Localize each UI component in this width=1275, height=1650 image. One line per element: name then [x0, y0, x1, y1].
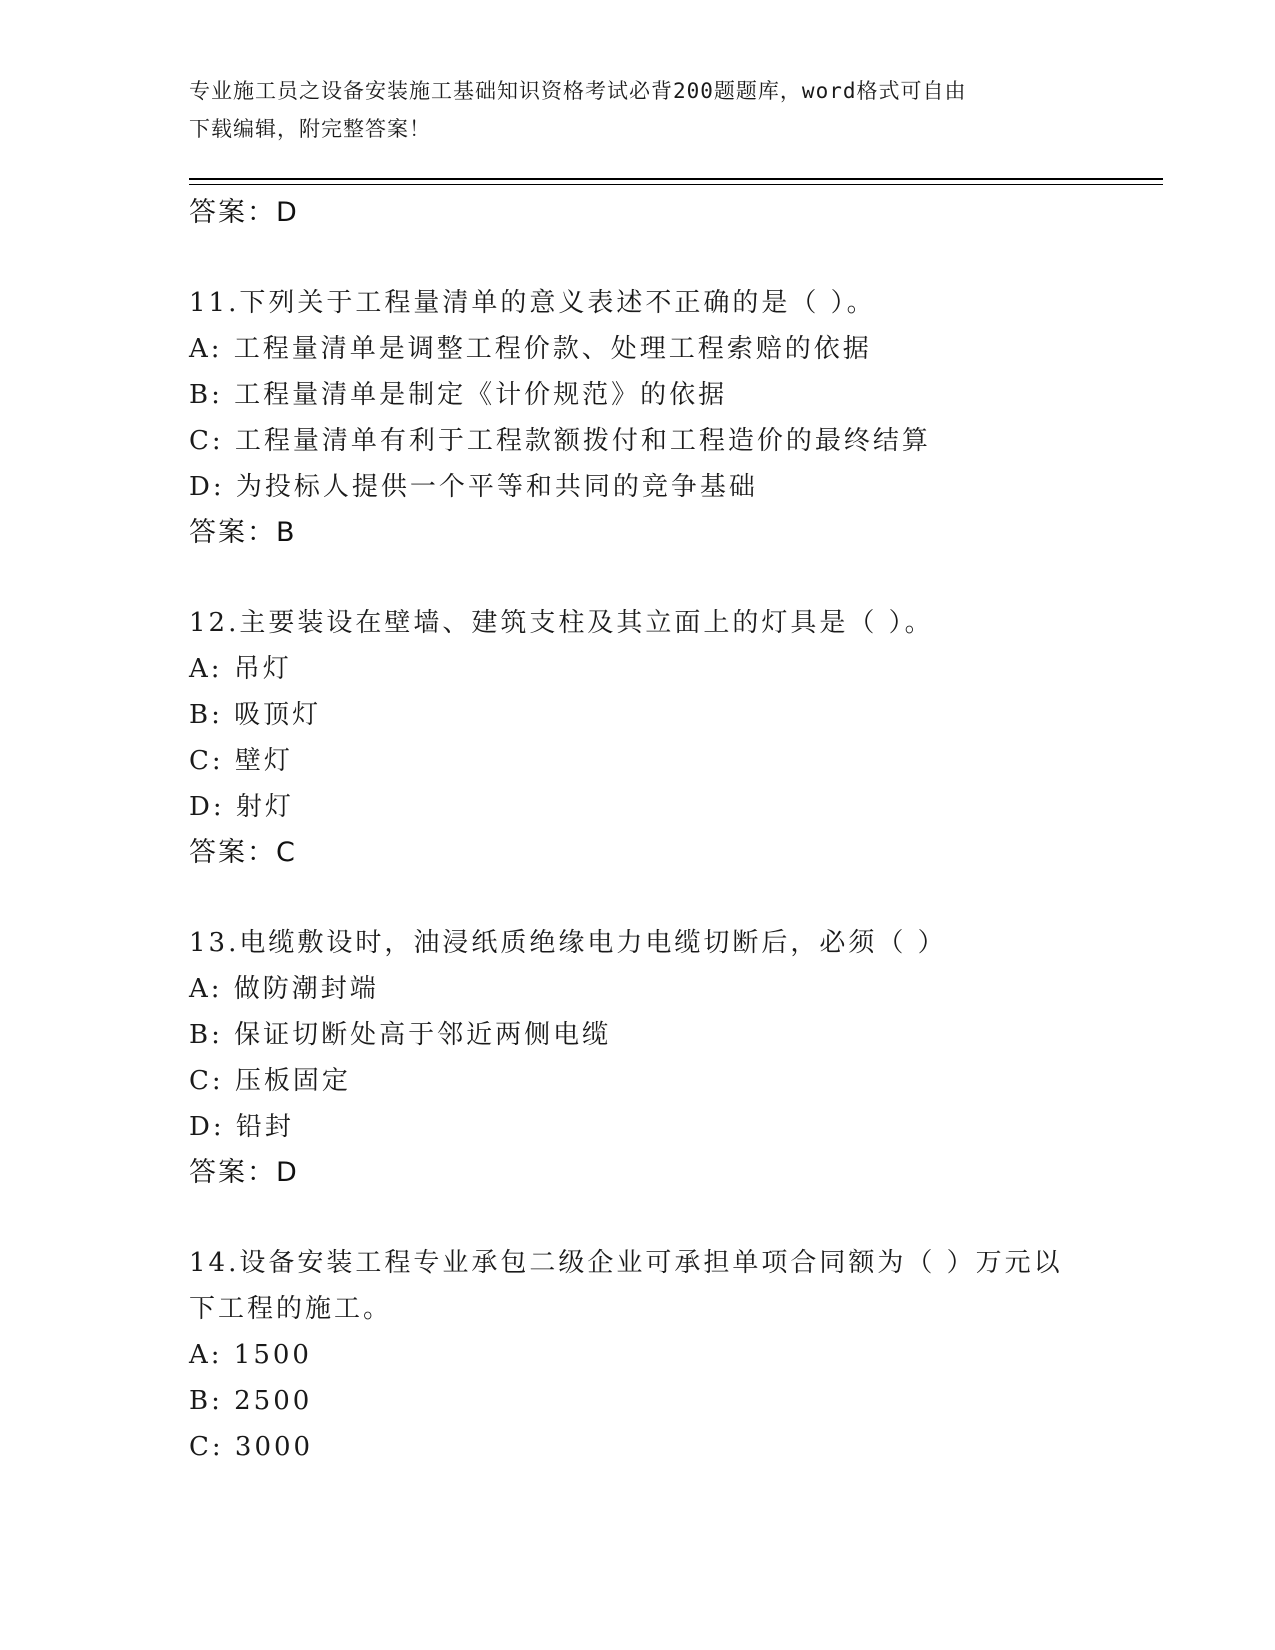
question-block — [189, 920, 1163, 1196]
option-a: A: 吊灯 — [189, 654, 292, 684]
option-c: C: 工程量清单有利于工程款额拨付和工程造价的最终结算 — [189, 426, 931, 456]
question-stem: 14.设备安装工程专业承包二级企业可承担单项合同额为（ ）万元以 — [189, 1248, 1063, 1278]
option-c: C: 壁灯 — [189, 746, 293, 776]
option-a: A: 做防潮封端 — [189, 974, 379, 1004]
question-block — [189, 1240, 1163, 1470]
header-line-1: 专业施工员之设备安装施工基础知识资格考试必背200题题库，word格式可自由 — [189, 79, 967, 103]
option-a: A: 1500 — [189, 1340, 312, 1370]
option-b: B: 保证切断处高于邻近两侧电缆 — [189, 1020, 612, 1050]
question-stem: 13.电缆敷设时，油浸纸质绝缘电力电缆切断后，必须（ ） — [189, 928, 947, 958]
question-stem: 11.下列关于工程量清单的意义表述不正确的是（ ）。 — [189, 288, 876, 318]
option-c: C: 3000 — [189, 1432, 314, 1462]
question-content — [189, 190, 1163, 1470]
spacer — [189, 556, 1163, 600]
spacer — [189, 876, 1163, 920]
previous-answer: 答案：D — [189, 197, 299, 228]
answer-line: 答案：B — [189, 517, 297, 548]
option-c: C: 压板固定 — [189, 1066, 351, 1096]
answer-line: 答案：D — [189, 1157, 299, 1188]
spacer — [189, 1196, 1163, 1240]
option-b: B: 工程量清单是制定《计价规范》的依据 — [189, 380, 728, 410]
option-d: D: 射灯 — [189, 792, 294, 822]
header-divider-thin — [189, 184, 1163, 185]
option-d: D: 为投标人提供一个平等和共同的竞争基础 — [189, 472, 758, 502]
header-line-2: 下载编辑，附完整答案！ — [189, 117, 431, 141]
spacer — [189, 236, 1163, 280]
question-stem: 12.主要装设在壁墙、建筑支柱及其立面上的灯具是（ ）。 — [189, 608, 934, 638]
document-header — [189, 72, 1089, 148]
answer-line: 答案：C — [189, 837, 297, 868]
header-divider-thick — [189, 178, 1163, 180]
option-d: D: 铅封 — [189, 1112, 294, 1142]
option-b: B: 吸顶灯 — [189, 700, 322, 730]
option-a: A: 工程量清单是调整工程价款、处理工程索赔的依据 — [189, 334, 872, 364]
question-block — [189, 280, 1163, 556]
question-block — [189, 600, 1163, 876]
option-b: B: 2500 — [189, 1386, 313, 1416]
question-stem-continued: 下工程的施工。 — [189, 1294, 393, 1324]
